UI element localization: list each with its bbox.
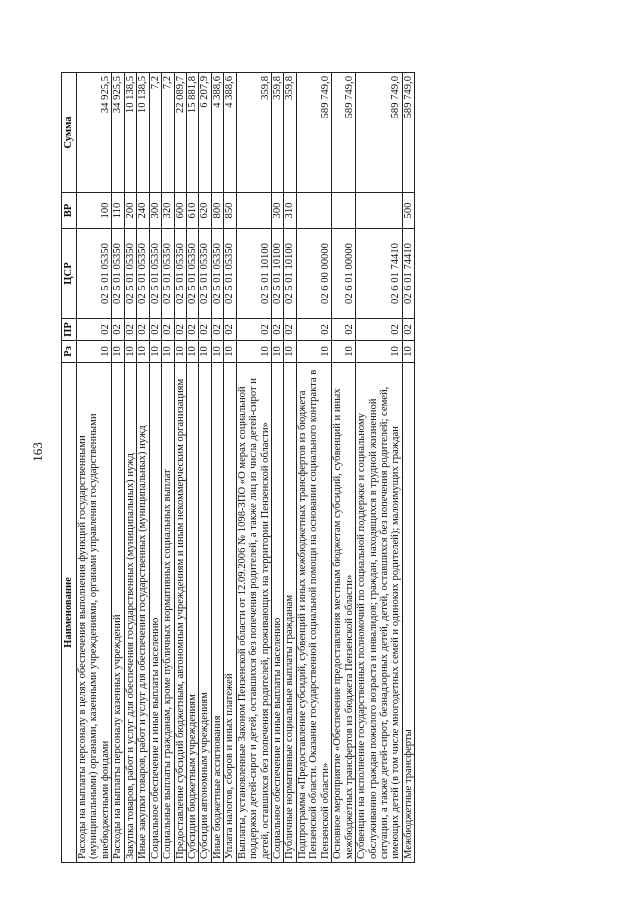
cell-pr: 02 <box>112 319 124 341</box>
table-row <box>186 73 198 863</box>
cell-csr: 02 5 01 05350 <box>162 229 174 319</box>
rotated-table-container <box>61 73 415 863</box>
cell-sum: 22 089,7 <box>174 73 186 193</box>
cell-vr: 110 <box>112 193 124 229</box>
cell-csr: 02 5 01 05350 <box>149 229 161 319</box>
header-sum: Сумма <box>62 73 77 193</box>
cell-sum: 589 749,0 <box>332 73 356 193</box>
table-row <box>284 73 296 863</box>
cell-rz: 10 <box>356 341 403 363</box>
cell-name: Предоставление субсидий бюджетным, автономным учреждениям и иным некоммерческим организациям <box>174 363 186 863</box>
table-row <box>77 73 112 863</box>
table-row <box>149 73 161 863</box>
table-row <box>332 73 356 863</box>
cell-vr: 200 <box>124 193 136 229</box>
cell-pr: 02 <box>211 319 223 341</box>
cell-sum: 15 881,8 <box>186 73 198 193</box>
cell-pr: 02 <box>402 319 414 341</box>
cell-pr: 02 <box>224 319 236 341</box>
cell-pr: 02 <box>199 319 211 341</box>
table-row <box>199 73 211 863</box>
cell-rz: 10 <box>296 341 331 363</box>
cell-name: Социальные выплаты гражданам, кроме публичных нормативных социальных выплат <box>162 363 174 863</box>
cell-rz: 10 <box>149 341 161 363</box>
cell-name: Субсидии автономным учреждениям <box>199 363 211 863</box>
table-row <box>272 73 284 863</box>
cell-vr: 600 <box>174 193 186 229</box>
cell-pr: 02 <box>149 319 161 341</box>
cell-sum: 34 925,5 <box>77 73 112 193</box>
cell-rz: 10 <box>186 341 198 363</box>
budget-table <box>61 72 415 863</box>
cell-name: Социальное обеспечение и иные выплаты населению <box>149 363 161 863</box>
cell-name: Расходы на выплаты персоналу в целях обеспечения выполнения функций государственными (муниципальными) органами, казенными учреждениями, органами управления государственными внебюджетными фондами <box>77 363 112 863</box>
cell-name: Социальное обеспечение и иные выплаты населению <box>272 363 284 863</box>
cell-sum: 10 138,5 <box>124 73 136 193</box>
cell-csr: 02 6 00 00000 <box>296 229 331 319</box>
cell-vr: 300 <box>149 193 161 229</box>
cell-csr: 02 5 01 05350 <box>137 229 149 319</box>
cell-name: Подпрограмма «Предоставление субсидий, субвенций и иных межбюджетных трансфертов из бюджета Пензенской области. Оказание государственной социальной помощи на основании социального контракта в Пензенской области» <box>296 363 331 863</box>
cell-sum: 589 749,0 <box>356 73 403 193</box>
cell-rz: 10 <box>174 341 186 363</box>
cell-pr: 02 <box>137 319 149 341</box>
cell-sum: 34 925,5 <box>112 73 124 193</box>
cell-name: Уплата налогов, сборов и иных платежей <box>224 363 236 863</box>
cell-csr: 02 6 01 74410 <box>402 229 414 319</box>
cell-pr: 02 <box>236 319 271 341</box>
table-row <box>296 73 331 863</box>
cell-sum: 359,8 <box>284 73 296 193</box>
cell-rz: 10 <box>332 341 356 363</box>
cell-vr: 240 <box>137 193 149 229</box>
header-rz: Рз <box>62 341 77 363</box>
table-row <box>356 73 403 863</box>
cell-csr: 02 5 01 10100 <box>272 229 284 319</box>
cell-csr: 02 5 01 05350 <box>77 229 112 319</box>
cell-vr: 100 <box>77 193 112 229</box>
cell-name: Иные закупки товаров, работ и услуг для обеспечения государственных (муниципальных) нужд <box>137 363 149 863</box>
header-vr: ВР <box>62 193 77 229</box>
table-row <box>174 73 186 863</box>
cell-csr: 02 5 01 05350 <box>224 229 236 319</box>
cell-csr: 02 6 01 74410 <box>356 229 403 319</box>
cell-rz: 10 <box>272 341 284 363</box>
table-row <box>236 73 271 863</box>
page-number: 163 <box>30 442 45 462</box>
cell-pr: 02 <box>186 319 198 341</box>
cell-rz: 10 <box>211 341 223 363</box>
cell-rz: 10 <box>284 341 296 363</box>
cell-rz: 10 <box>112 341 124 363</box>
cell-vr: 850 <box>224 193 236 229</box>
cell-sum: 4 388,6 <box>224 73 236 193</box>
cell-pr: 02 <box>332 319 356 341</box>
cell-pr: 02 <box>356 319 403 341</box>
cell-vr <box>236 193 271 229</box>
table-row <box>124 73 136 863</box>
cell-vr <box>356 193 403 229</box>
table-row <box>211 73 223 863</box>
cell-vr: 500 <box>402 193 414 229</box>
cell-vr: 310 <box>284 193 296 229</box>
cell-rz: 10 <box>199 341 211 363</box>
cell-sum: 10 138,5 <box>137 73 149 193</box>
cell-sum: 589 749,0 <box>402 73 414 193</box>
cell-csr: 02 6 01 00000 <box>332 229 356 319</box>
cell-sum: 4 388,6 <box>211 73 223 193</box>
cell-sum: 359,8 <box>236 73 271 193</box>
table-row <box>112 73 124 863</box>
cell-pr: 02 <box>272 319 284 341</box>
cell-rz: 10 <box>162 341 174 363</box>
cell-name: Межбюджетные трансферты <box>402 363 414 863</box>
header-csr: ЦСР <box>62 229 77 319</box>
cell-csr: 02 5 01 05350 <box>199 229 211 319</box>
cell-rz: 10 <box>236 341 271 363</box>
table-row <box>137 73 149 863</box>
cell-vr: 620 <box>199 193 211 229</box>
table-row <box>224 73 236 863</box>
cell-name: Основное мероприятие «Обеспечение предоставления местным бюджетам субсидий, субвенций и иных межбюджетных трансфертов из бюджета Пензенской области» <box>332 363 356 863</box>
cell-pr: 02 <box>284 319 296 341</box>
header-pr: ПР <box>62 319 77 341</box>
cell-csr: 02 5 01 05350 <box>112 229 124 319</box>
cell-sum: 589 749,0 <box>296 73 331 193</box>
cell-pr: 02 <box>162 319 174 341</box>
cell-rz: 10 <box>124 341 136 363</box>
cell-sum: 359,8 <box>272 73 284 193</box>
cell-pr: 02 <box>296 319 331 341</box>
cell-name: Публичные нормативные социальные выплаты гражданам <box>284 363 296 863</box>
cell-pr: 02 <box>124 319 136 341</box>
cell-csr: 02 5 01 10100 <box>236 229 271 319</box>
cell-name: Закупка товаров, работ и услуг для обеспечения государственных (муниципальных) нужд <box>124 363 136 863</box>
cell-csr: 02 5 01 05350 <box>186 229 198 319</box>
cell-name: Расходы на выплаты персоналу казенных учреждений <box>112 363 124 863</box>
cell-pr: 02 <box>174 319 186 341</box>
cell-name: Выплаты, установленные Законом Пензенской области от 12.09.2006 № 1098-ЗПО «О мерах социальной поддержки детей-сирот и детей, оставшихся без попечения родителей, а также лиц из числа детей-сирот и детей, оставшихся без попечения родителей, проживающих на территории Пензенской области» <box>236 363 271 863</box>
cell-sum: 7,2 <box>162 73 174 193</box>
cell-pr: 02 <box>77 319 112 341</box>
cell-csr: 02 5 01 10100 <box>284 229 296 319</box>
cell-vr <box>332 193 356 229</box>
cell-rz: 10 <box>137 341 149 363</box>
cell-csr: 02 5 01 05350 <box>211 229 223 319</box>
cell-rz: 10 <box>224 341 236 363</box>
cell-vr: 800 <box>211 193 223 229</box>
table-row <box>162 73 174 863</box>
cell-vr <box>296 193 331 229</box>
cell-rz: 10 <box>77 341 112 363</box>
cell-sum: 6 207,9 <box>199 73 211 193</box>
cell-name: Субвенции на исполнение государственных полномочий по социальной поддержке и социальному обслуживанию граждан пожилого возраста и инвалидов; граждан, находящихся в трудной жизненной ситуации, а также детей-сирот, безнадзорных детей, детей, оставшихся без попечения родителей; семей, имеющих детей (в том числе многодетных семей и одиноких родителей); малоимущих граждан <box>356 363 403 863</box>
cell-rz: 10 <box>402 341 414 363</box>
cell-vr: 320 <box>162 193 174 229</box>
cell-sum: 7,2 <box>149 73 161 193</box>
cell-csr: 02 5 01 05350 <box>124 229 136 319</box>
cell-vr: 300 <box>272 193 284 229</box>
table-header-row <box>62 73 77 863</box>
header-name: Наименование <box>62 363 77 863</box>
table-row <box>402 73 414 863</box>
cell-name: Субсидии бюджетным учреждениям <box>186 363 198 863</box>
cell-vr: 610 <box>186 193 198 229</box>
cell-name: Иные бюджетные ассигнования <box>211 363 223 863</box>
cell-csr: 02 5 01 05350 <box>174 229 186 319</box>
